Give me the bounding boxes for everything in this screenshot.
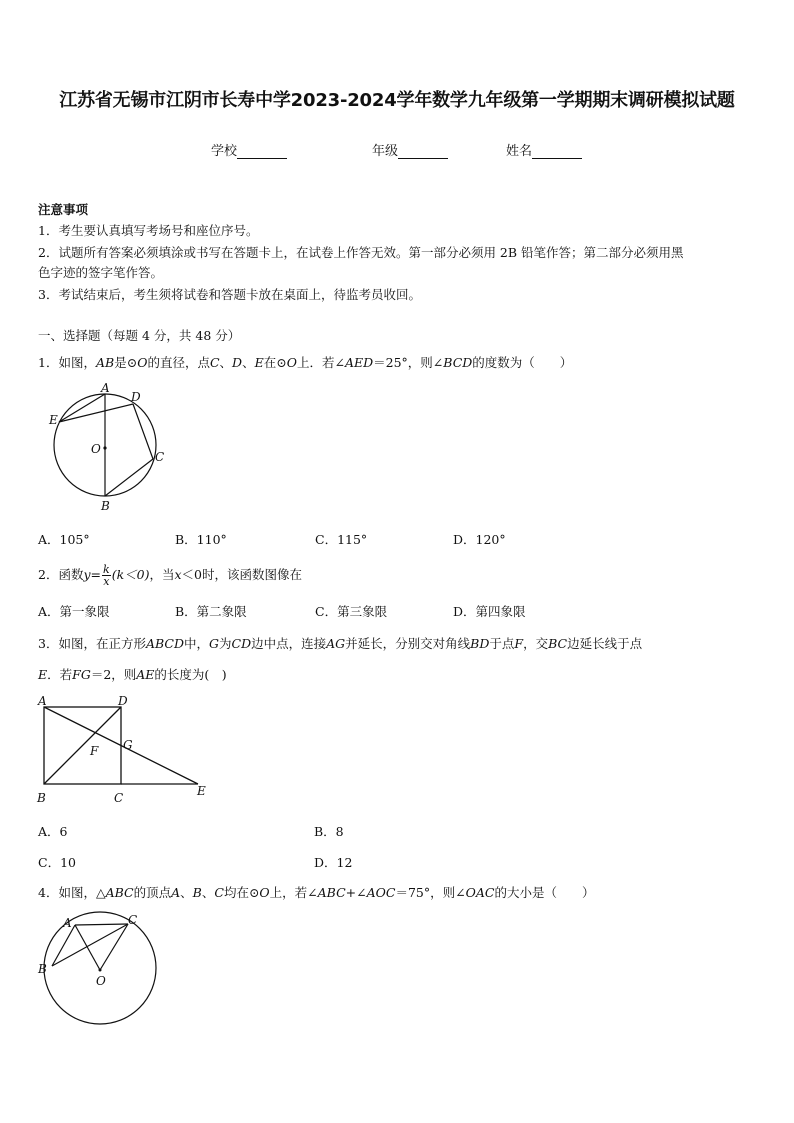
section-heading: 一、选择题（每题 4 分，共 48 分）: [38, 328, 241, 343]
question-4-figure: [35, 910, 160, 1030]
question-2-option-a[interactable]: A．第一象限: [38, 604, 110, 619]
school-blank[interactable]: [237, 145, 287, 159]
question-2-stem: 2．函数y= $\frac{k}{x}$ (k＜0)，当x＜0时，该函数图像在: [38, 563, 303, 588]
label-o: O: [91, 442, 101, 456]
center-dot: [103, 446, 106, 449]
notice-item: 2．试题所有答案必须填涂或书写在答题卡上，在试卷上作答无效。第一部分必须用 2B 铅笔作答；第二部分必须用黑: [38, 245, 684, 260]
question-1-option-a[interactable]: A．105°: [38, 532, 90, 547]
label-a: A: [101, 382, 110, 395]
question-3-option-b[interactable]: B．8: [314, 824, 344, 839]
label-e: E: [49, 413, 58, 427]
label-d: D: [131, 390, 141, 404]
label-a: A: [38, 695, 47, 708]
school-field[interactable]: [211, 140, 287, 159]
notice-item: 3．考试结束后，考生须将试卷和答题卡放在桌面上，待监考员收回。: [38, 287, 421, 302]
notice-item: 色字迹的签字笔作答。: [38, 265, 164, 280]
label-d: D: [118, 695, 128, 708]
name-label: 姓名: [506, 144, 533, 159]
name-field[interactable]: [506, 140, 582, 159]
segment-ac: [75, 924, 128, 925]
grade-field[interactable]: [372, 140, 448, 159]
label-f: F: [90, 744, 99, 758]
segment-co: [100, 924, 128, 970]
label-b: B: [38, 962, 47, 976]
question-1-figure: [45, 382, 165, 517]
question-3-figure: [34, 695, 214, 807]
segment-ed: [59, 404, 133, 422]
question-3-option-d[interactable]: D．12: [314, 855, 353, 870]
fraction-k-over-x: $\frac{k}{x}$: [103, 563, 110, 588]
question-1-stem: 1．如图，AB是⊙O的直径，点C、D、E在⊙O上．若∠AED＝25°，则∠BCD的度数为（ ）: [38, 355, 573, 370]
label-o: O: [96, 974, 106, 988]
question-2-option-c[interactable]: C．第三象限: [315, 604, 388, 619]
school-label: 学校: [211, 144, 238, 159]
grade-blank[interactable]: [398, 145, 448, 159]
question-1-option-b[interactable]: B．110°: [175, 532, 227, 547]
question-3-stem-line1: 3．如图，在正方形ABCD中，G为CD边中点，连接AG并延长，分别交对角线BD于点F，交BC边延长线于点: [38, 636, 643, 651]
label-c: C: [155, 450, 165, 464]
notice-item: 1．考生要认真填写考场号和座位序号。: [38, 223, 259, 238]
name-blank[interactable]: [532, 145, 582, 159]
question-3-option-a[interactable]: A．6: [38, 824, 68, 839]
question-4-stem: 4．如图，△ABC的顶点A、B、C均在⊙O上，若∠ABC+∠AOC＝75°，则∠OAC的大小是（ ）: [38, 885, 595, 900]
center-dot: [99, 969, 102, 972]
question-3-option-c[interactable]: C．10: [38, 855, 76, 870]
label-b: B: [37, 791, 46, 805]
label-c: C: [114, 791, 124, 805]
question-2-option-b[interactable]: B．第二象限: [175, 604, 247, 619]
segment-dc: [133, 404, 153, 459]
segment-ae: [59, 394, 105, 422]
question-1-option-c[interactable]: C．115°: [315, 532, 368, 547]
notice-heading: 注意事项: [38, 202, 89, 217]
label-c: C: [128, 913, 138, 927]
label-g: G: [123, 738, 133, 752]
page-title: 江苏省无锡市江阴市长寿中学2023-2024学年数学九年级第一学期期末调研模拟试题: [59, 90, 735, 111]
question-1-option-d[interactable]: D．120°: [453, 532, 506, 547]
question-2-option-d[interactable]: D．第四象限: [453, 604, 526, 619]
label-e: E: [197, 784, 206, 798]
label-a: A: [63, 916, 72, 930]
diagonal-bd: [44, 707, 121, 784]
label-b: B: [101, 499, 110, 513]
circle: [44, 912, 156, 1024]
grade-label: 年级: [372, 144, 399, 159]
question-3-stem-line2: E．若FG＝2，则AE的长度为( ): [38, 667, 227, 682]
segment-ao: [75, 925, 100, 970]
